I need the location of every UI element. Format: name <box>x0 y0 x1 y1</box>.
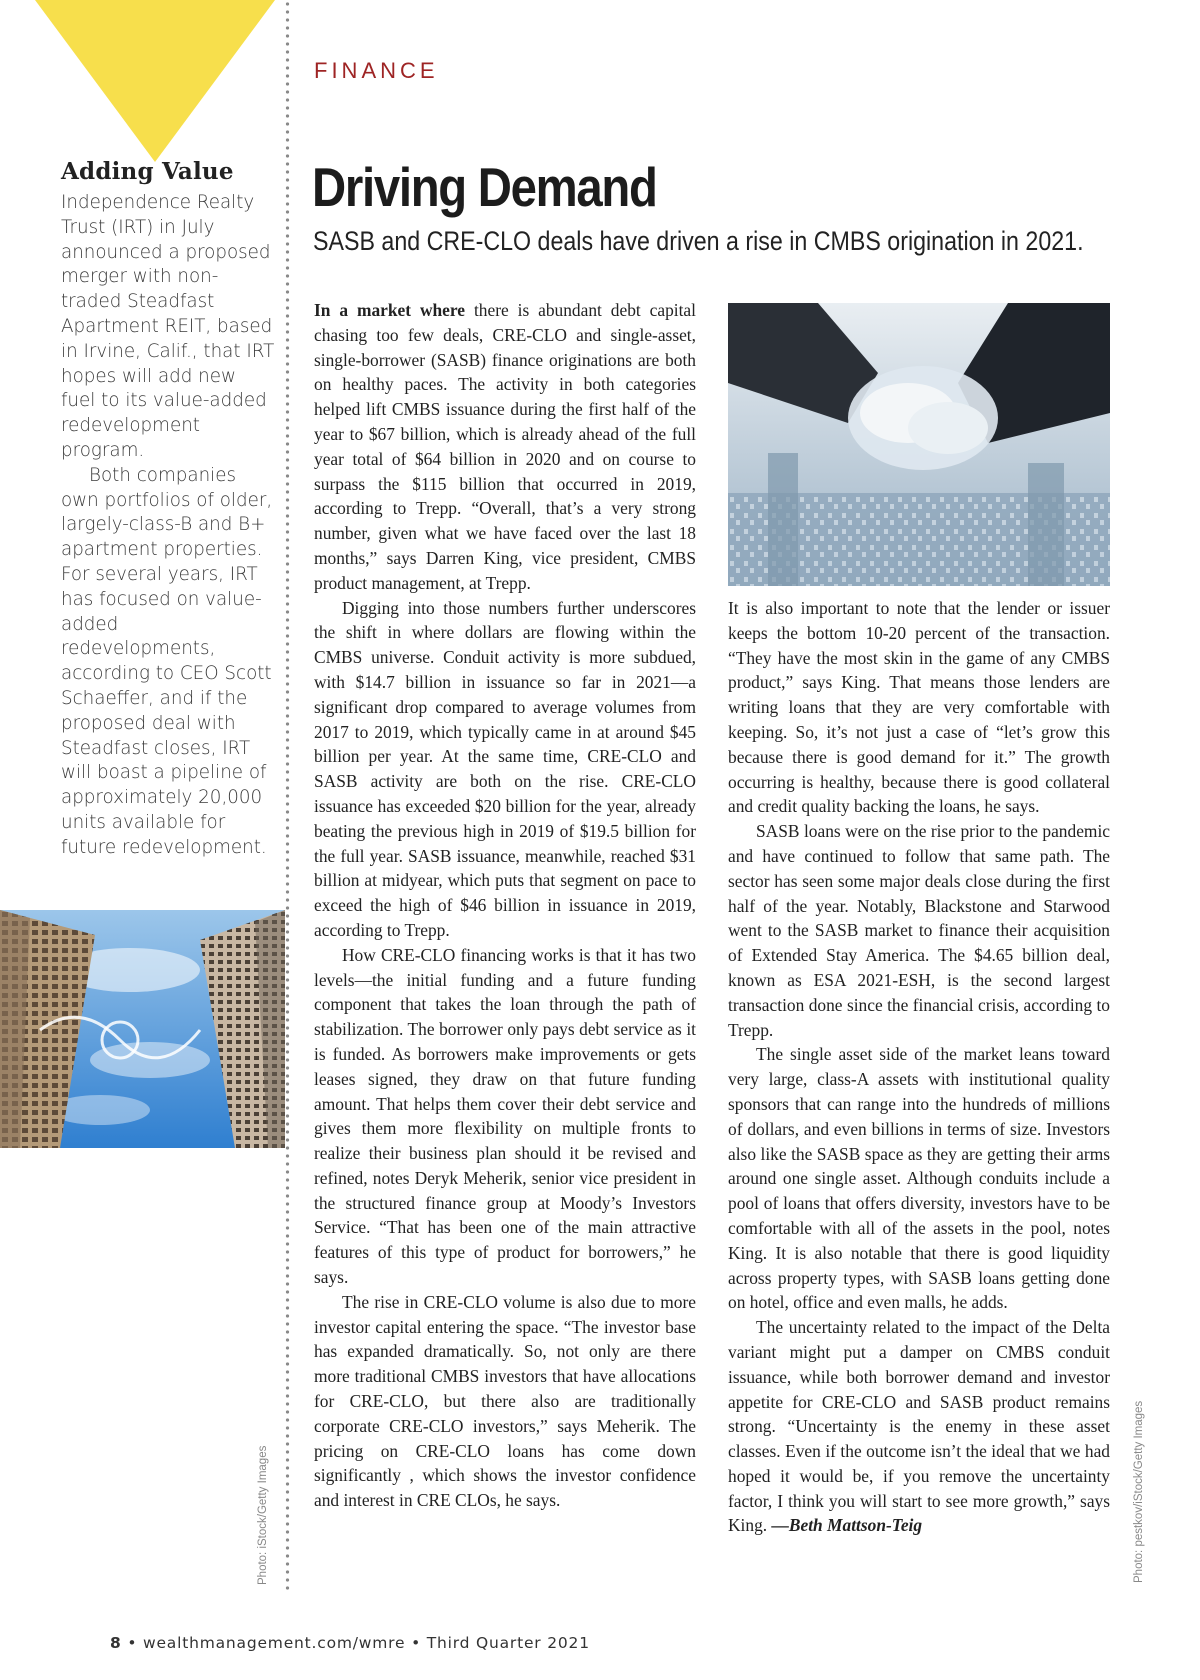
paragraph: It is also important to note that the lender or issuer keeps the bottom 10-20 percent of the transaction. “They have the most skin in the game of any CMBS product,” says King. That means those lenders are writing loans that they are very comfortable with keeping. So, it’s not just a case of “let’s grow this because there is good demand for it.” The growth occurring is healthy, because there is good collateral and credit quality backing the loans, he says. <box>728 598 1110 817</box>
dotted-divider <box>285 0 290 1590</box>
page-number: 8 <box>110 1634 122 1652</box>
footer <box>110 1634 590 1652</box>
decorative-triangle <box>35 0 275 162</box>
paragraph: The single asset side of the market leans toward very large, class-A assets with institutional quality sponsors that can range into the hundreds of millions of dollars, and even billions in terms of size. Investors also like the SASB space as they are getting their arms around one single asset. Although conduits include a pool of loans that offers diversity, investors have to be comfortable with all of the assets in the pool, notes King. It is also notable that there is good liquidity across property types, with SASB loans getting done on hotel, office and even malls, he adds. <box>728 1044 1110 1313</box>
footer-text: • wealthmanagement.com/wmre • Third Quarter 2021 <box>121 1634 590 1652</box>
paragraph-text: there is abundant debt capital chasing too few deals, CRE-CLO and single-asset, single-borrower (SASB) finance originations are both on healthy paces. The activity in both categories helped lift CMBS issuance during the first half of the year to $67 billion, which is already ahead of the full year total of $64 billion in 2020 and on course to surpass the $115 billion that occurred in 2019, according to Trepp. “Overall, that’s a very strong number, given what we have faced over the last 18 months,” says Darren King, vice president, CMBS product management, at Trepp. <box>314 300 696 593</box>
sidebar-paragraph: Both companies own portfolios of older, largely-class-B and B+ apartment properties. For several years, IRT has focused on value-added redevelopments, according to CEO Scott Schaeffer, and if the proposed deal with Steadfast closes, IRT will boast a pipeline of approximately 20,000 units available for future redevelopment. <box>61 464 273 858</box>
paragraph <box>728 1315 1110 1538</box>
byline: —Beth Mattson-Teig <box>771 1515 923 1536</box>
article-column-1 <box>314 298 696 1513</box>
paragraph-text: The uncertainty related to the impact of the Delta variant might put a damper on CMBS conduit issuance, while both borrower demand and investor appetite for CRE-CLO and SASB product remains strong. “Uncertainty is the enemy in these asset classes. Even if the outcome isn’t the ideal that we had hoped it would be, if you remove the uncertainty factor, I think you will start to see more growth,” says King. <box>728 1317 1110 1536</box>
paragraph: Digging into those numbers further underscores the shift in where dollars are flowing within the CMBS universe. Conduit activity is more subdued, with $14.7 billion in issuance so far in 2021—a significant drop compared to average volumes from 2017 to 2019, which typically came in at around $45 billion per year. At the same time, CRE-CLO and SASB activity are both on the rise. CRE-CLO issuance has exceeded $20 billion for the year, already beating the previous high in 2019 of $19.5 billion for the full year. SASB issuance, meanwhile, reached $31 billion at midyear, which puts that segment on pace to exceed the high of $46 billion in issuance in 2019, according to Trepp. <box>314 597 696 940</box>
paragraph: SASB loans were on the rise prior to the pandemic and have continued to follow that same path. The sector has seen some major deals close during the first half of the year. Notably, Blackstone and Starwood went to the SASB market to finance their acquisition of Extended Stay America. The $4.65 billion deal, known as ESA 2021-ESH, is the second largest transaction done since the financial crisis, according to Trepp. <box>728 821 1110 1040</box>
sidebar <box>61 158 276 861</box>
sidebar-title: Adding Value <box>61 158 234 185</box>
sidebar-paragraph: Independence Realty Trust (IRT) in July announced a proposed merger with non-traded Steadfast Apartment REIT, based in Irvine, Calif., that IRT hopes will add new fuel to its value-added redevelopment program. <box>61 192 275 461</box>
handshake-photo <box>728 303 1110 586</box>
deck: SASB and CRE-CLO deals have driven a rise in CMBS origination in 2021. <box>313 226 1084 256</box>
photo-credit-right: Photo: pestkov/iStock/Getty Images <box>1133 1400 1145 1583</box>
lead-in: In a market where <box>314 300 466 320</box>
paragraph <box>314 298 696 596</box>
article-column-2 <box>728 596 1110 1538</box>
paragraph: The rise in CRE-CLO volume is also due to more investor capital entering the space. “The investor base has expanded dramatically. So, not only are there more traditional CMBS investors that have allocations for CRE-CLO, but there also are traditionally corporate CRE-CLO investors,” says Meherik. The pricing on CRE-CLO loans has come down significantly , which shows the investor confidence and interest in CRE CLOs, he says. <box>314 1291 696 1511</box>
section-label: FINANCE <box>314 58 439 83</box>
paragraph: How CRE-CLO financing works is that it has two levels—the initial funding and a future funding component that takes the loan through the path of stabilization. The borrower only pays debt service as it is funded. As borrowers make improvements or gets leases signed, they draw on that future funding amount. That helps them cover their debt service and gives them more flexibility on multiple fronts to realize their business plan should it be revised and refined, notes Deryk Meherik, senior vice president in the structured finance group at Moody’s Investors Service. “That has been one of the main attractive features of this type of product for borrowers,” he says. <box>314 944 696 1288</box>
buildings-photo <box>0 910 285 1148</box>
headline: Driving Demand <box>312 156 657 218</box>
photo-credit-left: Photo: iStock/Getty Images <box>257 1445 269 1585</box>
